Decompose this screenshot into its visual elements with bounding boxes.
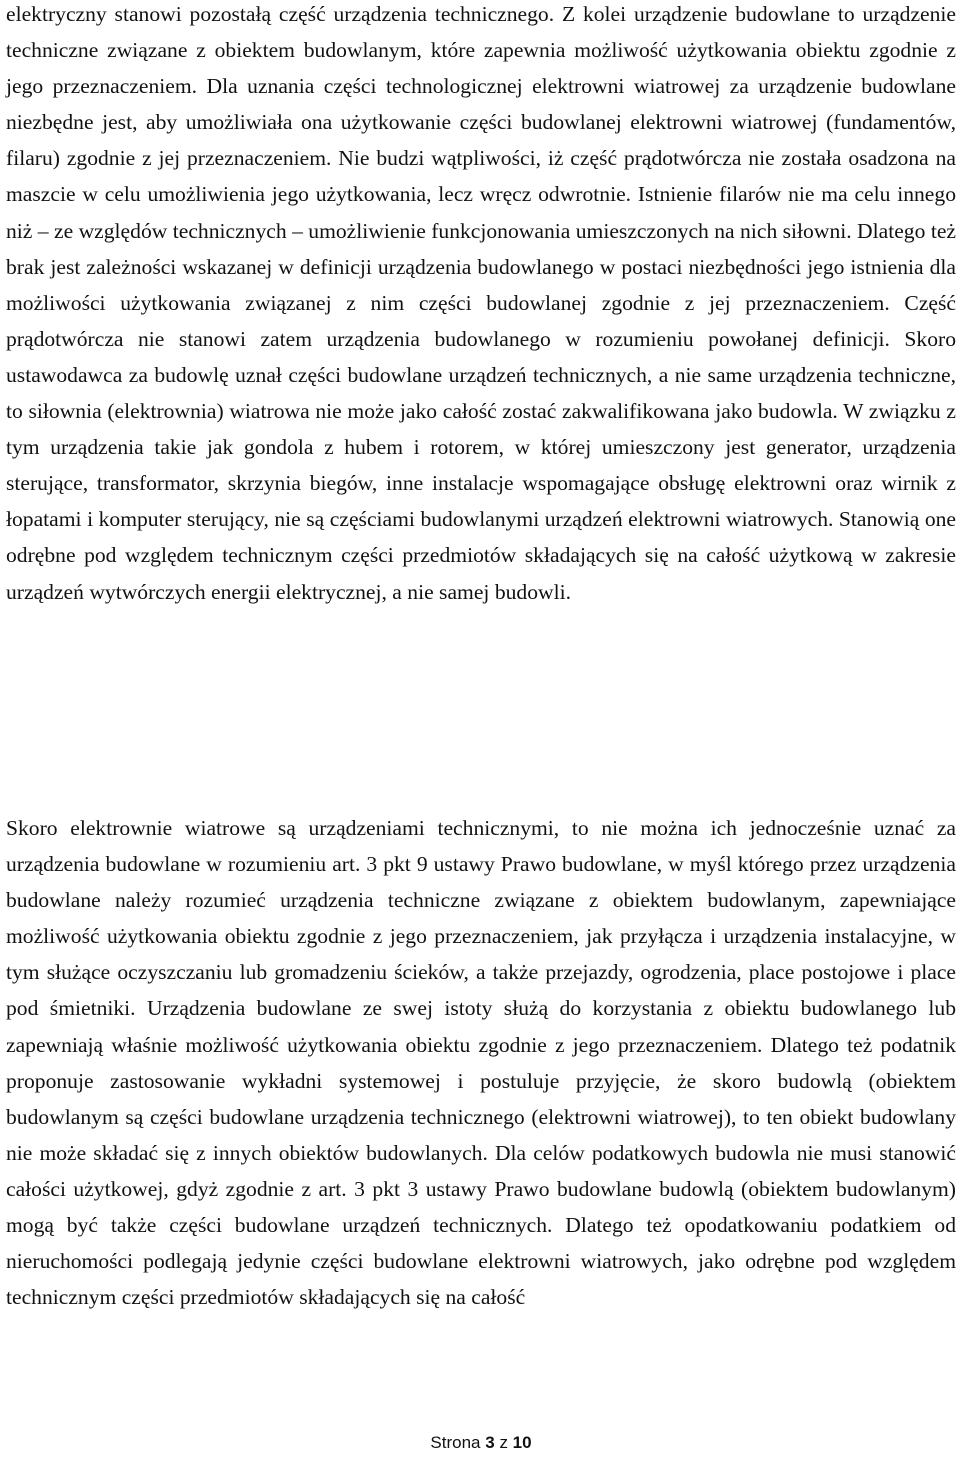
footer-separator: z: [499, 1433, 508, 1452]
footer-current-page: 3: [485, 1433, 495, 1452]
footer-page-prefix: Strona: [430, 1433, 481, 1452]
body-paragraph-1: elektryczny stanowi pozostałą część urządzenia technicznego. Z kolei urządzenie budowlane to urządzenie techniczne związane z obiektem budowlanym, które zapewnia możliwość użytkowania obiektu zgodnie z jego przeznaczeniem. Dla uznania części technologicznej elektrowni wiatrowej za urządzenie budowlane niezbędne jest, aby umożliwiała ona użytkowanie części budowlanej elektrowni wiatrowej (fundamentów, filaru) zgodnie z jej przeznaczeniem. Nie budzi wątpliwości, iż część prądotwórcza nie została osadzona na maszcie w celu umożliwienia jego użytkowania, lecz wręcz odwrotnie. Istnienie filarów nie ma celu innego niż – ze względów technicznych – umożliwienie funkcjonowania umieszczonych na nich siłowni. Dlatego też brak jest zależności wskazanej w definicji urządzenia budowlanego w postaci niezbędności jego istnienia dla możliwości użytkowania związanej z nim części budowlanej zgodnie z jej przeznaczeniem. Część prądotwórcza nie stanowi zatem urządzenia budowlanego w rozumieniu powołanej definicji. Skoro ustawodawca za budowlę uznał części budowlane urządzeń technicznych, a nie same urządzenia techniczne, to siłownia (elektrownia) wiatrowa nie może jako całość zostać zakwalifikowana jako budowla. W związku z tym urządzenia takie jak gondola z hubem i rotorem, w której umieszczony jest generator, urządzenia sterujące, transformator, skrzynia biegów, inne instalacje wspomagające obsługę elektrowni oraz wirnik z łopatami i komputer sterujący, nie są częściami budowlanymi urządzeń elektrowni wiatrowych. Stanowią one odrębne pod względem technicznym części przedmiotów składających się na całość użytkową w zakresie urządzeń wytwórczych energii elektrycznej, a nie samej budowli.: [6, 2, 956, 604]
body-paragraph-2: Skoro elektrownie wiatrowe są urządzeniami technicznymi, to nie można ich jednocześnie uznać za urządzenia budowlane w rozumieniu art. 3 pkt 9 ustawy Prawo budowlane, w myśl którego przez urządzenia budowlane należy rozumieć urządzenia techniczne związane z obiektem budowlanym, zapewniające możliwość użytkowania obiektu zgodnie z jego przeznaczeniem, jak przyłącza i urządzenia instalacyjne, w tym służące oczyszczaniu lub gromadzeniu ścieków, a także przejazdy, ogrodzenia, place postojowe i place pod śmietniki. Urządzenia budowlane ze swej istoty służą do korzystania z obiektu budowlanego lub zapewniają właśnie możliwość użytkowania obiektu zgodnie z jego przeznaczeniem. Dlatego też podatnik proponuje zastosowanie wykładni systemowej i postuluje przyjęcie, że skoro budowlą (obiektem budowlanym są części budowlane urządzenia technicznego (elektrowni wiatrowej), to ten obiekt budowlany nie może składać się z innych obiektów budowlanych. Dla celów podatkowych budowla nie musi stanowić całości użytkowej, gdyż zgodnie z art. 3 pkt 3 ustawy Prawo budowlane budowlą (obiektem budowlanym) mogą być także części budowlane urządzeń technicznych. Dlatego też opodatkowaniu podatkiem od nieruchomości podlegają jedynie części budowlane elektrowni wiatrowych, jako odrębne pod względem technicznym części przedmiotów składających się na całość: [6, 816, 956, 1310]
document-page: [6, 0, 956, 1460]
page-footer: [6, 1432, 956, 1454]
footer-total-pages: 10: [512, 1433, 532, 1452]
